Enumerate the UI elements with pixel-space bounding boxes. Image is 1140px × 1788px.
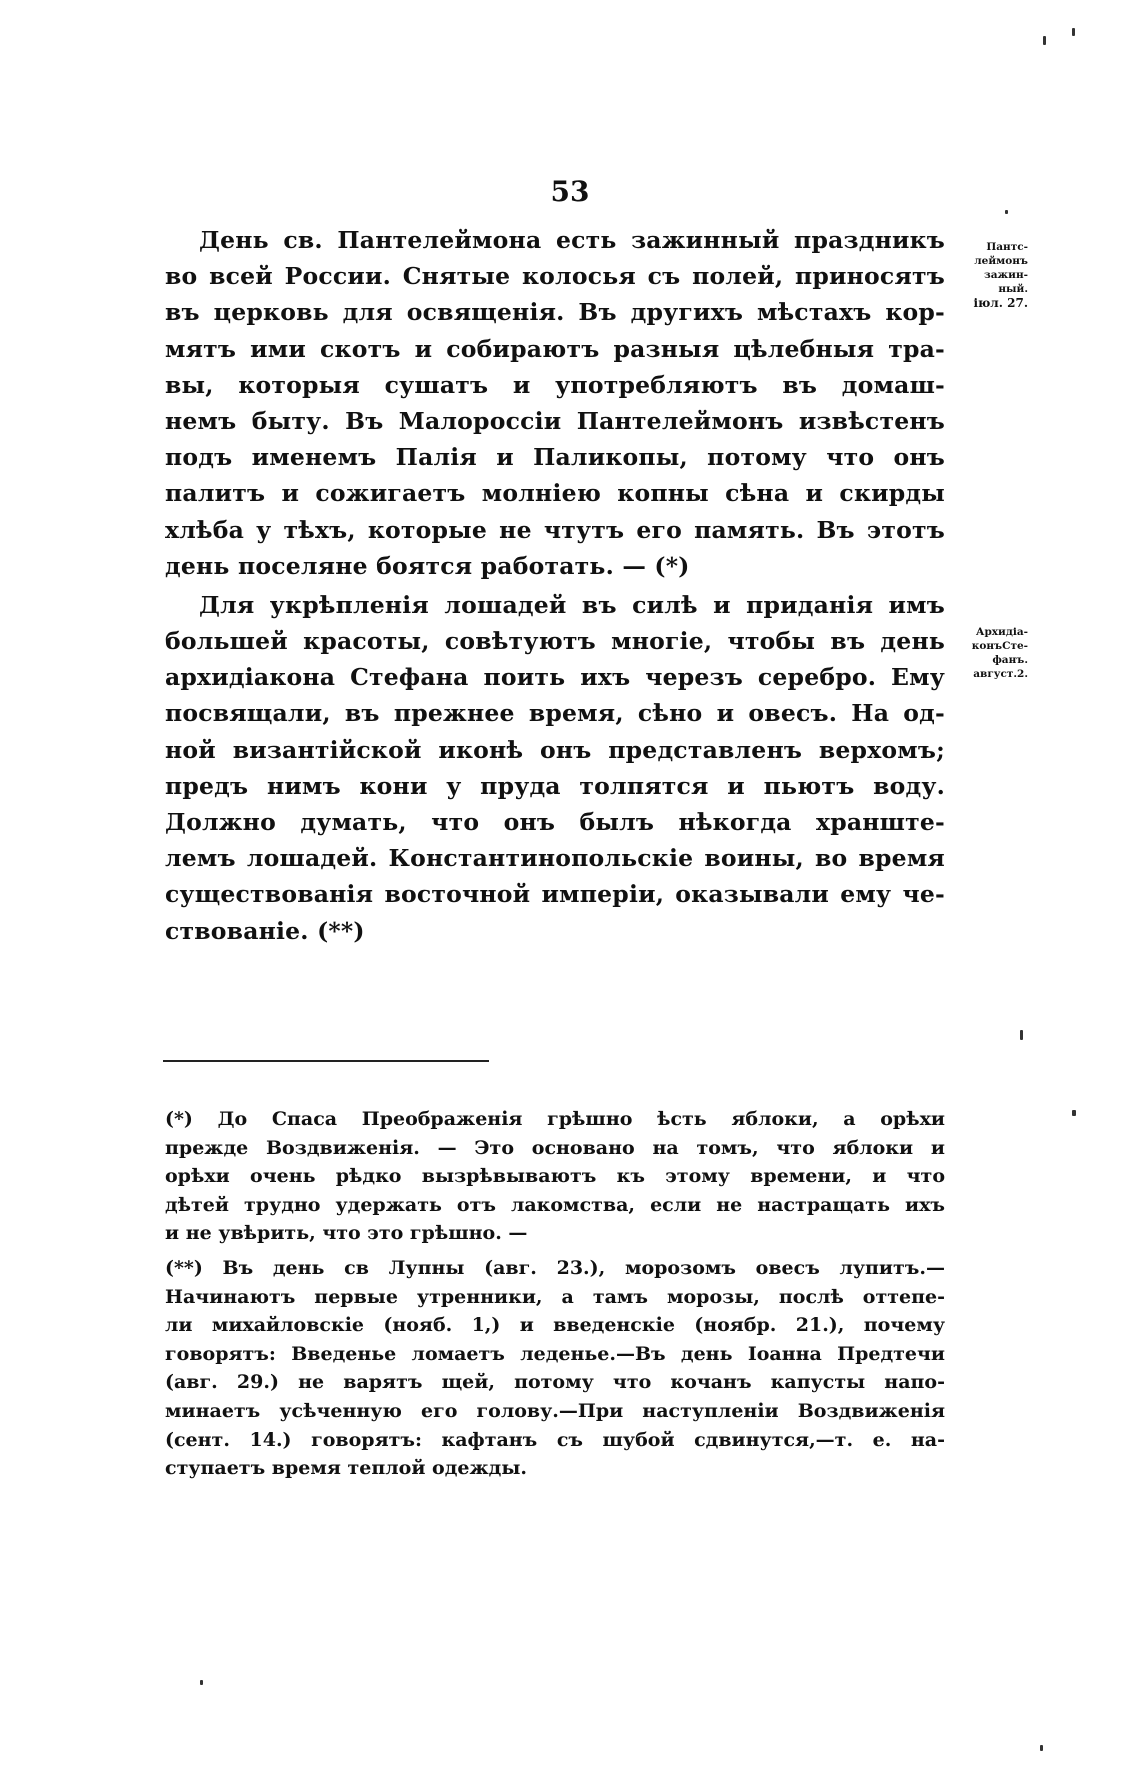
- footnote-line: Начинаютъ первые утренники, а тамъ морозы, послѣ оттепе-: [165, 1285, 945, 1308]
- paragraph-stephen: [165, 587, 945, 949]
- text-line: предъ нимъ кони у пруда толпятся и пьютъ воду.: [165, 771, 945, 800]
- scan-speck: [1072, 1110, 1076, 1116]
- footnote-line: (**) Въ день св Лупны (авг. 23.), морозомъ овесъ лупитъ.—: [165, 1256, 945, 1279]
- footnote-line: (авг. 29.) не варятъ щей, потому что кочанъ капусты напо-: [165, 1371, 945, 1394]
- text-line: немъ быту. Въ Малороссіи Пантелеймонъ извѣстенъ: [165, 406, 945, 435]
- footnote-line: минаетъ усѣченную его голову.—При наступленіи Воздвиженія: [165, 1399, 945, 1422]
- footnote-2: [165, 1254, 945, 1483]
- footnotes: [165, 1105, 945, 1483]
- text-line: Для укрѣпленія лошадей въ силѣ и приданія имъ: [199, 590, 945, 619]
- margin-note-line: август.2.: [973, 668, 1028, 680]
- footnote-line: и не увѣрить, что это грѣшно. —: [165, 1222, 528, 1245]
- page-number: 53: [550, 175, 590, 208]
- footnote-line: (*) До Спаса Преображенія грѣшно ѣсть яблоки, а орѣхи: [165, 1108, 945, 1130]
- margin-note-line: Пантс-: [986, 241, 1028, 253]
- margin-note-line: іюл. 27.: [973, 296, 1028, 310]
- footnote-line: орѣхи очень рѣдко вызрѣвываютъ къ этому времени, и что: [165, 1165, 945, 1188]
- margin-note-line: ный.: [998, 283, 1028, 295]
- scan-speck: [1043, 36, 1046, 45]
- text-line: ной византійской иконѣ онъ представленъ верхомъ;: [165, 735, 945, 764]
- text-line: въ церковь для освященія. Въ другихъ мѣстахъ кор-: [165, 298, 945, 327]
- text-line: день поселяне боятся работать. — (*): [165, 551, 690, 580]
- margin-note-stephen: [958, 625, 1028, 681]
- scan-speck: [200, 1680, 203, 1685]
- footnote-1: [165, 1105, 945, 1248]
- footnote-line: ступаетъ время теплой одежды.: [165, 1457, 527, 1480]
- text-line: вы, которыя сушатъ и употребляютъ въ домаш-: [165, 370, 945, 399]
- margin-note-line: Архидіа-: [975, 626, 1028, 638]
- text-line: посвящали, въ прежнее время, сѣно и овесъ. На од-: [165, 699, 945, 728]
- text-line: большей красоты, совѣтуютъ многіе, чтобы въ день: [165, 627, 945, 656]
- text-line: палитъ и сожигаетъ молніею копны сѣна и скирды: [165, 479, 945, 508]
- text-line: мятъ ими скотъ и собираютъ разныя цѣлебныя тра-: [165, 334, 945, 363]
- text-line: лемъ лошадей. Константинопольскіе воины, во время: [165, 844, 945, 873]
- footnote-line: дѣтей трудно удержать отъ лакомства, если не настращать ихъ: [165, 1193, 945, 1216]
- scan-speck: [1040, 1745, 1043, 1751]
- text-line: хлѣба у тѣхъ, которые не чтутъ его память. Въ этотъ: [165, 515, 945, 544]
- scan-speck: [1020, 1030, 1023, 1040]
- footnote-line: (сент. 14.) говорятъ: кафтанъ съ шубой сдвинутся,—т. е. на-: [165, 1428, 945, 1451]
- footnote-line: говорятъ: Введенье ломаетъ леденье.—Въ день Іоанна Предтечи: [165, 1342, 945, 1365]
- scan-speck: [1072, 28, 1075, 36]
- margin-note-line: фанъ.: [992, 654, 1028, 666]
- main-text: [165, 222, 945, 949]
- footnote-line: прежде Воздвиженія. — Это основано на томъ, что яблоки и: [165, 1136, 945, 1159]
- text-line: во всей России. Снятые колосья съ полей, приносятъ: [165, 262, 945, 291]
- text-line: существованія восточной имперіи, оказывали ему че-: [165, 880, 945, 909]
- text-line: ствованіе. (**): [165, 916, 365, 945]
- text-line: Должно думать, что онъ былъ нѣкогда хранште-: [165, 808, 945, 836]
- paragraph-pantaleon: [165, 222, 945, 584]
- scan-speck: [1005, 210, 1008, 214]
- margin-note-line: конъСте-: [971, 640, 1028, 652]
- footnote-divider: [163, 1060, 489, 1062]
- text-line: архидіакона Стефана поить ихъ черезъ серебро. Ему: [165, 663, 945, 692]
- text-line: День св. Пантелеймона есть зажинный праздникъ: [199, 226, 945, 254]
- margin-note-pantaleon: [958, 240, 1028, 310]
- text-line: подъ именемъ Палія и Паликопы, потому что онъ: [165, 443, 945, 472]
- margin-note-line: зажин-: [984, 269, 1028, 281]
- margin-note-line: леймонъ: [974, 255, 1028, 267]
- footnote-line: ли михайловскіе (нояб. 1,) и введенскіе (ноябр. 21.), почему: [165, 1314, 945, 1337]
